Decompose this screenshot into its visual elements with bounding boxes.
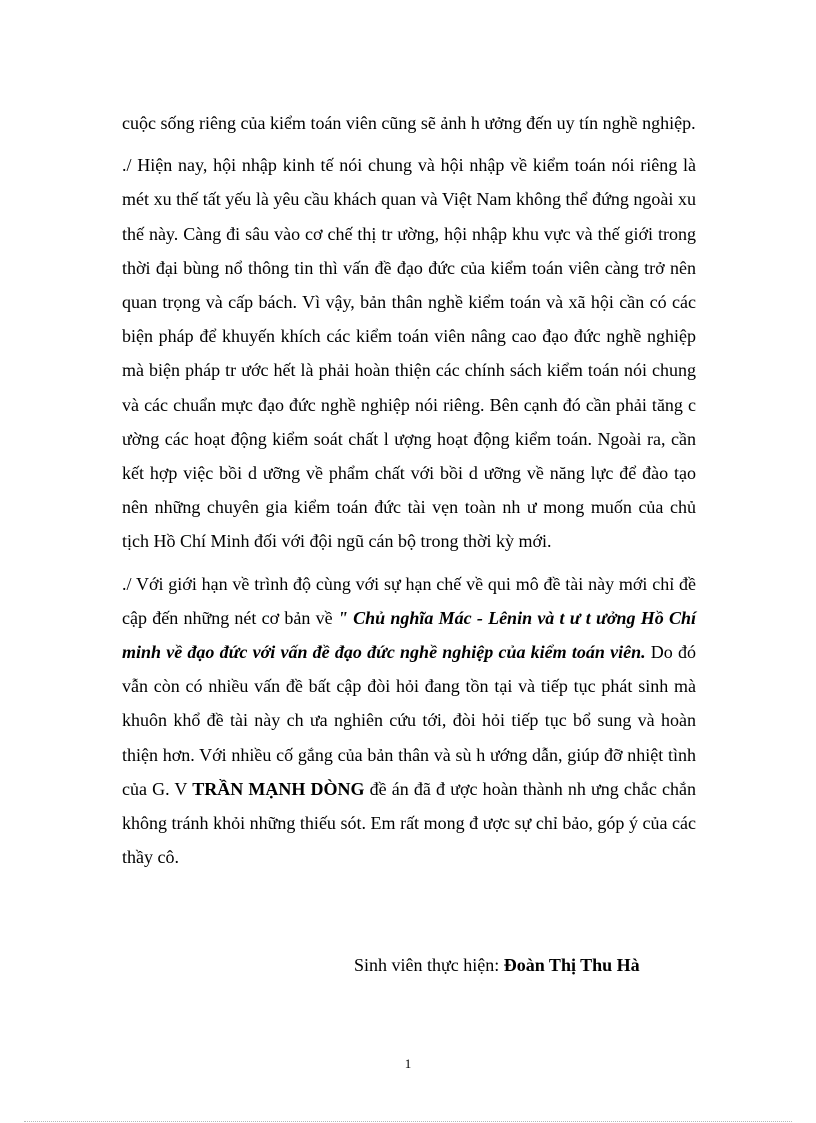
body-text bbox=[122, 106, 696, 874]
paragraph-1: cuộc sống riêng của kiểm toán viên cũng sẽ ảnh h ưởng đến uy tín nghề nghiệp. bbox=[122, 113, 696, 133]
paragraph-3-intro: ./ Với giới hạn về trình độ cùng với sự hạn chế về qui mô đề tài này mới chỉ đề cập đến những nét cơ bản về bbox=[122, 573, 696, 628]
paragraph-3 bbox=[122, 567, 696, 875]
paragraph-3-middle: Do đó vẫn còn có nhiều vấn đề bất cập đòi hỏi đang tồn tại và tiếp tục phát sinh mà khuôn khổ đề tài này ch ưa nghiên cứu tới, đòi hỏi tiếp tục bổ sung và hoàn thiện hơn. Với nhiều cố gắng của bản thân và sù h ướng dẫn, giúp đỡ nhiệt tình của G. V bbox=[122, 642, 697, 799]
signature-line bbox=[354, 955, 640, 976]
thesis-title: " Chủ nghĩa Mác - Lênin và t ư t ưởng Hồ Chí minh về đạo đức với vấn đề đạo đức nghề nghiệp của kiểm toán viên. bbox=[122, 607, 696, 663]
paragraph-3-end: đề án đã đ ược hoàn thành nh ưng chắc chắn không tránh khỏi những thiếu sót. Em rất mong đ ược sự chỉ bảo, góp ý của các thầy cô. bbox=[122, 778, 696, 868]
page-bottom-divider bbox=[24, 1121, 792, 1122]
signature-label: Sinh viên thực hiện: bbox=[354, 955, 504, 975]
teacher-name: TRẦN MẠNH DÒNG bbox=[192, 778, 365, 799]
page-number: 1 bbox=[404, 1056, 412, 1071]
signature-name: Đoàn Thị Thu Hà bbox=[503, 955, 640, 975]
paragraph-2: ./ Hiện nay, hội nhập kinh tế nói chung và hội nhập về kiểm toán nói riêng là mét xu thế tất yếu là yêu cầu khách quan và Việt Nam không thể đứng ngoài xu thế này. Càng đi sâu vào cơ chế thị tr ường, hội nhập khu vực và thế giới trong thời đại bùng nổ thông tin thì vấn đề đạo đức của kiểm toán viên càng trở nên quan trọng và cấp bách. Vì vậy, bản thân nghề kiểm toán và xã hội cần có các biện pháp để khuyến khích các kiểm toán viên nâng cao đạo đức nghề nghiệp mà biện pháp tr ước hết là phải hoàn thiện các chính sách kiểm toán nói chung và các chuẩn mực đạo đức nghề nghiệp nói riêng. Bên cạnh đó cần phải tăng c ường các hoạt động kiểm soát chất l ượng hoạt động kiểm toán. Ngoài ra, cần kết hợp việc bồi d ưỡng về phẩm chất với bồi d ưỡng về năng lực để đào tạo nên những chuyên gia kiểm toán đức tài vẹn toàn nh ư mong muốn của chủ tịch Hồ Chí Minh đối với đội ngũ cán bộ trong thời kỳ mới. bbox=[122, 155, 696, 552]
